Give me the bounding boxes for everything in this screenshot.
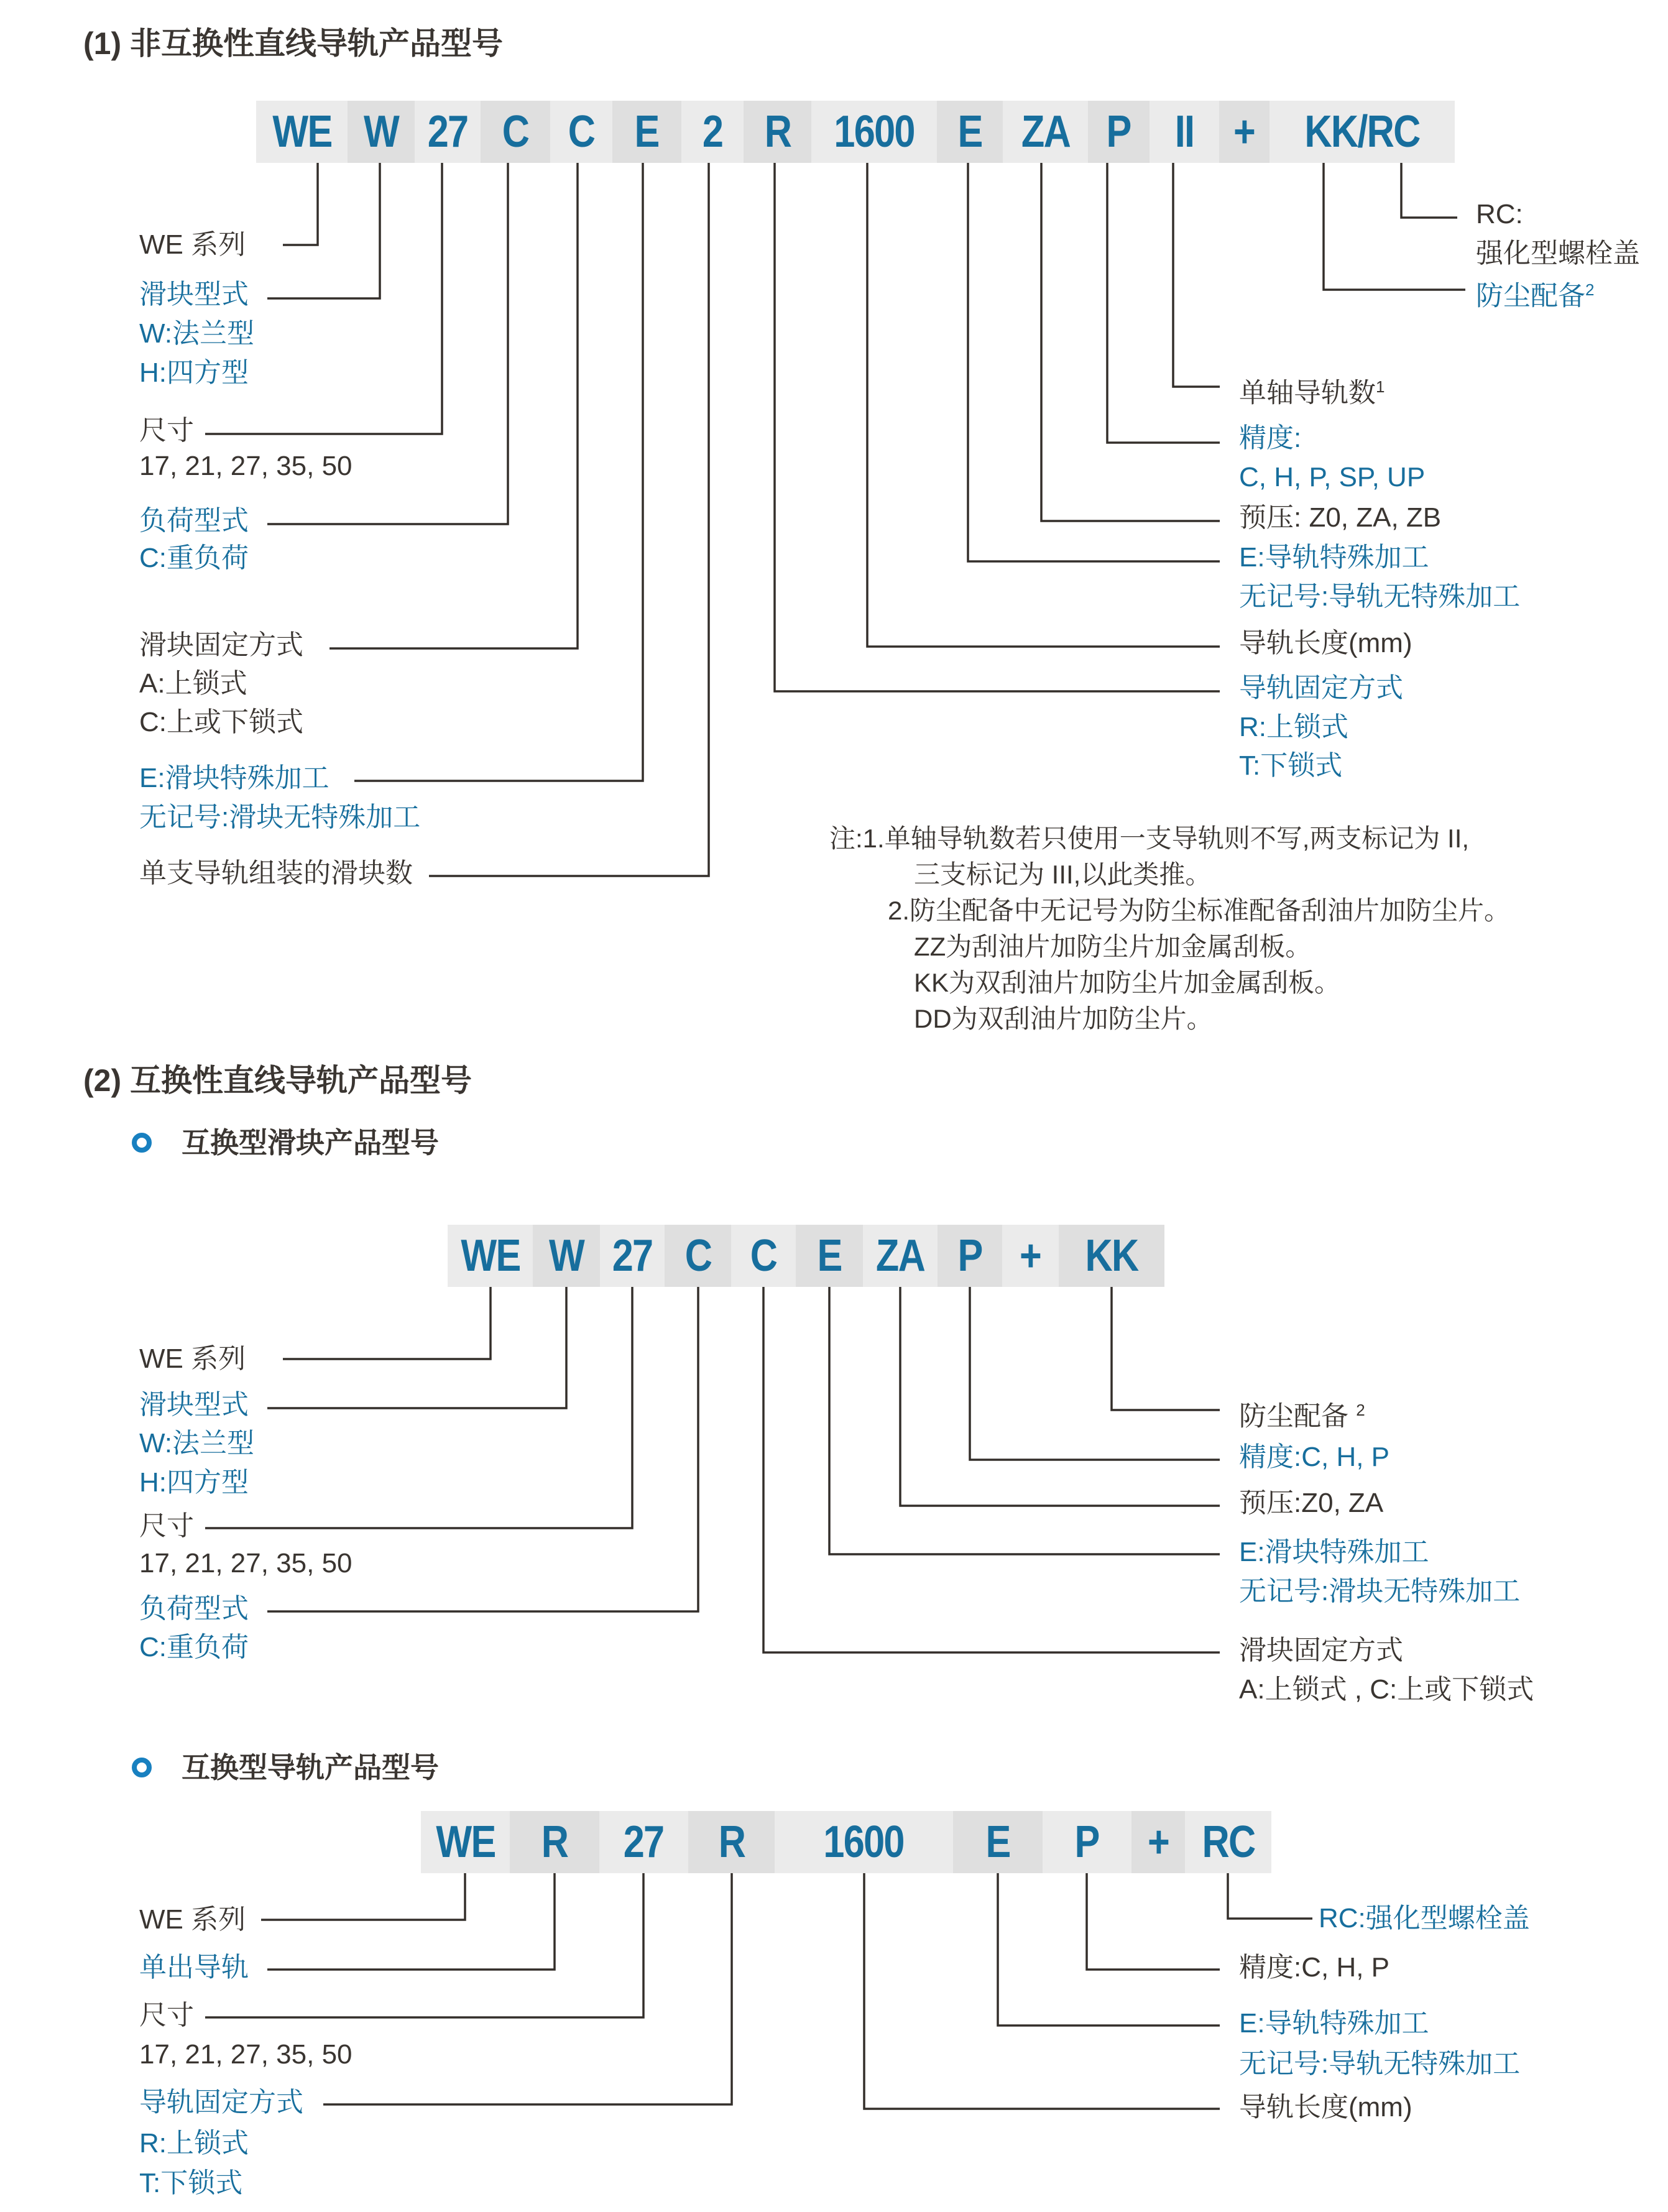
code-segment: WE bbox=[256, 101, 348, 163]
code-segment: KK bbox=[1059, 1225, 1164, 1287]
code-segment: C bbox=[731, 1225, 796, 1287]
label-single-rail: 单出导轨 bbox=[139, 1953, 252, 1983]
label-precision: 精度:C, H, P bbox=[1239, 1442, 1393, 1472]
label-slider-type-w: W:法兰型 bbox=[139, 1429, 258, 1459]
label-slider-type-h: H:四方型 bbox=[139, 1468, 252, 1498]
label-slider-special: E:滑块特殊加工 bbox=[139, 763, 333, 793]
label-size-values: 17, 21, 27, 35, 50 bbox=[139, 451, 356, 481]
connector-lines-section3 bbox=[205, 1873, 1312, 2109]
label-rail-special: E:导轨特殊加工 bbox=[1239, 543, 1433, 573]
label-rail-count: 单轴导轨数$^1$ bbox=[1239, 372, 1388, 408]
code-segment: C bbox=[481, 101, 550, 163]
label-rail-length: 导轨长度(mm) bbox=[1239, 2093, 1416, 2122]
code-segment: + bbox=[1002, 1225, 1059, 1287]
code-segment: P bbox=[1043, 1811, 1131, 1873]
section1-title: (1) 非互换性直线导轨产品型号 bbox=[83, 26, 503, 61]
label-rail-fix-t: T:下锁式 bbox=[139, 2168, 246, 2198]
label-we-series: WE 系列 bbox=[139, 1905, 249, 1935]
code-segment: + bbox=[1219, 101, 1269, 163]
label-slider-fix-c: C:上或下锁式 bbox=[139, 707, 307, 737]
code-segment: W bbox=[533, 1225, 600, 1287]
label-rail-fix-r: R:上锁式 bbox=[139, 2129, 252, 2159]
label-rc: RC:强化型螺栓盖 bbox=[1319, 1904, 1534, 1933]
code-segment: R bbox=[744, 101, 811, 163]
label-precision-values: C, H, P, SP, UP bbox=[1239, 463, 1429, 492]
label-size: 尺寸 bbox=[139, 416, 198, 446]
code-segment: R bbox=[510, 1811, 599, 1873]
code-segment: + bbox=[1131, 1811, 1185, 1873]
label-slider-type-w: W:法兰型 bbox=[139, 319, 258, 349]
label-size-values: 17, 21, 27, 35, 50 bbox=[139, 1549, 356, 1578]
note-line: 2.防尘配备中无记号为防尘标准配备刮油片加防尘片。 bbox=[888, 896, 1511, 925]
label-dust-equip: 防尘配备 $^2$ bbox=[1239, 1395, 1369, 1432]
label-precision: 精度: bbox=[1239, 423, 1305, 453]
code-segment: R bbox=[688, 1811, 775, 1873]
label-slider-type-h: H:四方型 bbox=[139, 358, 252, 388]
note-line: KK为双刮油片加防尘片加金属刮板。 bbox=[914, 968, 1341, 997]
code-segment: KK/RC bbox=[1269, 101, 1455, 163]
note-line: ZZ为刮油片加防尘片加金属刮板。 bbox=[914, 932, 1312, 961]
label-rail-special: E:导轨特殊加工 bbox=[1239, 2009, 1433, 2039]
note-line: 注:1.单轴导轨数若只使用一支导轨则不写,两支标记为 II, bbox=[829, 824, 1470, 853]
label-dust-equip: 防尘配备$^2$ bbox=[1476, 275, 1598, 311]
label-size: 尺寸 bbox=[139, 2001, 198, 2030]
circle-bullet-icon bbox=[132, 1758, 152, 1777]
code-segment: II bbox=[1150, 101, 1219, 163]
label-slider-fix: 滑块固定方式 bbox=[139, 630, 307, 660]
code-segment: P bbox=[938, 1225, 1002, 1287]
section2-title: (2) 互换性直线导轨产品型号 bbox=[83, 1063, 472, 1098]
code-segment: ZA bbox=[863, 1225, 938, 1287]
label-slider-fix-a: A:上锁式 bbox=[139, 669, 251, 699]
code-segment: C bbox=[665, 1225, 731, 1287]
label-rail-fix-t: T:下锁式 bbox=[1239, 751, 1346, 781]
code-segment: 1600 bbox=[811, 101, 937, 163]
code-segment: WE bbox=[421, 1811, 510, 1873]
label-load-type-c: C:重负荷 bbox=[139, 543, 252, 573]
label-slider-count: 单支导轨组装的滑块数 bbox=[139, 859, 417, 888]
code-segment: ZA bbox=[1003, 101, 1088, 163]
section3-subtitle: 互换型导轨产品型号 bbox=[182, 1751, 439, 1784]
code-segment: 1600 bbox=[775, 1811, 953, 1873]
code-segment: 27 bbox=[599, 1811, 688, 1873]
label-slider-fix-values: A:上锁式 , C:上或下锁式 bbox=[1239, 1675, 1537, 1705]
label-rc-line2: 强化型螺栓盖 bbox=[1476, 239, 1644, 269]
label-rail-special-none: 无记号:导轨无特殊加工 bbox=[1239, 582, 1524, 612]
note-line: DD为双刮油片加防尘片。 bbox=[914, 1004, 1213, 1033]
code-segment: 27 bbox=[415, 101, 481, 163]
code-segment: 27 bbox=[600, 1225, 665, 1287]
label-slider-type: 滑块型式 bbox=[139, 1390, 252, 1420]
code-segment: 2 bbox=[681, 101, 744, 163]
label-rail-length: 导轨长度(mm) bbox=[1239, 629, 1416, 658]
label-slider-special-none: 无记号:滑块无特殊加工 bbox=[139, 803, 424, 832]
circle-bullet-icon bbox=[132, 1133, 152, 1153]
code-segment: C bbox=[550, 101, 612, 163]
label-load-type: 负荷型式 bbox=[139, 506, 252, 536]
label-rail-special-none: 无记号:导轨无特殊加工 bbox=[1239, 2049, 1524, 2079]
label-slider-special: E:滑块特殊加工 bbox=[1239, 1537, 1433, 1567]
label-slider-fix: 滑块固定方式 bbox=[1239, 1636, 1407, 1666]
label-size-values: 17, 21, 27, 35, 50 bbox=[139, 2040, 356, 2070]
label-size: 尺寸 bbox=[139, 1511, 198, 1541]
label-rail-fix: 导轨固定方式 bbox=[1239, 673, 1407, 703]
label-precision: 精度:C, H, P bbox=[1239, 1953, 1393, 1983]
label-we-series: WE 系列 bbox=[139, 230, 249, 260]
label-rail-fix-r: R:上锁式 bbox=[1239, 712, 1352, 742]
label-rc-line1: RC: bbox=[1476, 200, 1527, 229]
label-preload: 预压:Z0, ZA bbox=[1239, 1488, 1387, 1518]
label-load-type-c: C:重负荷 bbox=[139, 1633, 252, 1662]
label-preload: 预压: Z0, ZA, ZB bbox=[1239, 503, 1445, 533]
note-line: 三支标记为 III,以此类推。 bbox=[914, 860, 1212, 889]
code-segment: E bbox=[612, 101, 681, 163]
label-slider-special-none: 无记号:滑块无特殊加工 bbox=[1239, 1577, 1524, 1606]
code-segment: E bbox=[937, 101, 1003, 163]
code-segment: E bbox=[953, 1811, 1043, 1873]
code-segment: E bbox=[796, 1225, 863, 1287]
label-slider-type: 滑块型式 bbox=[139, 280, 252, 310]
label-rail-fix: 导轨固定方式 bbox=[139, 2088, 307, 2118]
code-segment: W bbox=[348, 101, 415, 163]
code-segment: WE bbox=[448, 1225, 533, 1287]
code-segment: RC bbox=[1185, 1811, 1271, 1873]
section2-subtitle: 互换型滑块产品型号 bbox=[182, 1127, 439, 1159]
connector-lines-section2 bbox=[205, 1287, 1220, 1652]
label-we-series: WE 系列 bbox=[139, 1344, 249, 1374]
label-load-type: 负荷型式 bbox=[139, 1594, 252, 1624]
code-segment: P bbox=[1088, 101, 1150, 163]
